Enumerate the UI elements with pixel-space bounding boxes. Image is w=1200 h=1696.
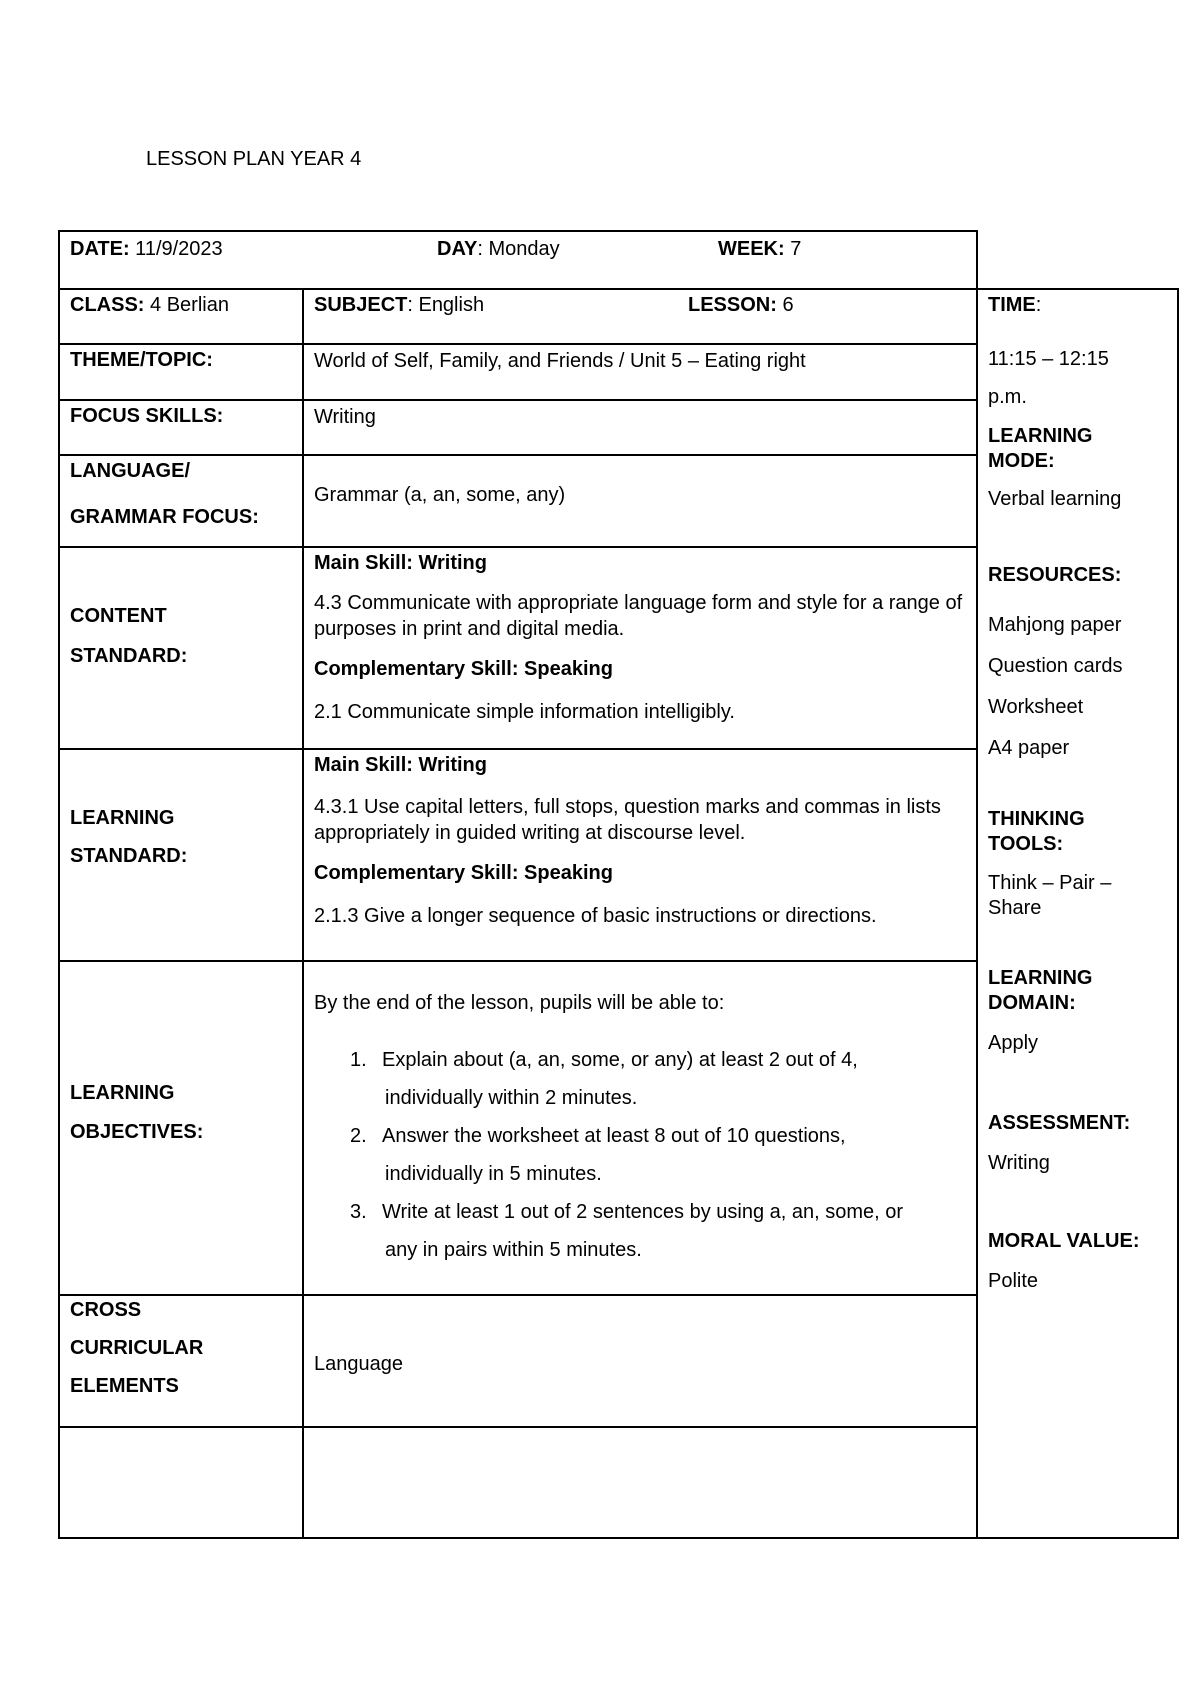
learning-standard-body <box>314 752 964 929</box>
learning-comp-text: 2.1.3 Give a longer sequence of basic instructions or directions. <box>314 905 877 927</box>
cross-label-3: ELEMENTS <box>70 1375 179 1397</box>
content-main-heading: Main Skill: Writing <box>314 552 487 574</box>
week-field: WEEK: 7 <box>718 238 802 260</box>
objectives-list <box>314 1041 974 1269</box>
content-main-text: 4.3 Communicate with appropriate language form and style for a range of purposes in print and digital media. <box>314 592 963 640</box>
list-item: 2. Answer the worksheet at least 8 out of 10 questions, individually in 5 minutes. <box>350 1125 846 1185</box>
resource-item: Worksheet <box>988 696 1084 718</box>
moral-value-label: MORAL VALUE: <box>988 1230 1140 1252</box>
grammar-label-2: GRAMMAR FOCUS: <box>70 506 259 528</box>
page-title: LESSON PLAN YEAR 4 <box>146 148 362 170</box>
content-standard-label-2: STANDARD: <box>70 645 188 667</box>
resource-item: Mahjong paper <box>988 614 1122 636</box>
thinking-tools-label: THINKING TOOLS: <box>988 808 1085 855</box>
focus-skills-value: Writing <box>314 406 376 428</box>
side-panel <box>988 292 1168 1294</box>
grammar-label-1: LANGUAGE/ <box>70 460 190 482</box>
lesson-field: LESSON: 6 <box>688 294 794 316</box>
content-standard-body <box>314 550 964 725</box>
cross-label-1: CROSS <box>70 1299 142 1321</box>
learning-domain-value: Apply <box>988 1032 1039 1054</box>
day-field: DAY: Monday <box>437 238 560 260</box>
resources-label: RESOURCES: <box>988 564 1122 586</box>
cross-value: Language <box>314 1353 403 1375</box>
learning-standard-label-2: STANDARD: <box>70 845 188 867</box>
objectives-intro: By the end of the lesson, pupils will be able to: <box>314 992 725 1014</box>
time-value-1: 11:15 – 12:15 <box>988 348 1109 370</box>
assessment-value: Writing <box>988 1152 1050 1174</box>
focus-skills-label: FOCUS SKILLS: <box>70 405 224 427</box>
content-comp-text: 2.1 Communicate simple information intelligibly. <box>314 701 735 723</box>
objectives-label-1: LEARNING <box>70 1082 175 1104</box>
learning-main-heading: Main Skill: Writing <box>314 754 487 776</box>
learning-mode-value: Verbal learning <box>988 488 1122 510</box>
thinking-tools-value: Think – Pair – Share <box>988 872 1112 919</box>
assessment-label: ASSESSMENT: <box>988 1112 1131 1134</box>
objectives-label-2: OBJECTIVES: <box>70 1121 204 1143</box>
learning-standard-label-1: LEARNING <box>70 807 175 829</box>
learning-mode-label: LEARNING MODE: <box>988 425 1093 472</box>
learning-comp-heading: Complementary Skill: Speaking <box>314 862 613 884</box>
time-field: TIME: <box>988 294 1042 316</box>
learning-main-text: 4.3.1 Use capital letters, full stops, question marks and commas in lists appropriately in guided writing at discourse level. <box>314 796 941 844</box>
resource-item: Question cards <box>988 655 1123 677</box>
content-comp-heading: Complementary Skill: Speaking <box>314 658 613 680</box>
theme-value: World of Self, Family, and Friends / Unit 5 – Eating right <box>314 350 806 372</box>
learning-domain-label: LEARNING DOMAIN: <box>988 967 1093 1014</box>
list-item: 3. Write at least 1 out of 2 sentences by using a, an, some, or any in pairs within 5 minutes. <box>350 1201 904 1261</box>
list-item: 1. Explain about (a, an, some, or any) at least 2 out of 4, individually within 2 minutes. <box>350 1049 858 1109</box>
date-field: DATE: 11/9/2023 <box>70 238 223 260</box>
class-field: CLASS: 4 Berlian <box>70 294 229 316</box>
subject-field: SUBJECT: English <box>314 294 485 316</box>
content-standard-label-1: CONTENT <box>70 605 167 627</box>
grammar-value: Grammar (a, an, some, any) <box>314 484 566 506</box>
moral-value: Polite <box>988 1270 1039 1292</box>
time-value-2: p.m. <box>988 386 1027 408</box>
theme-label: THEME/TOPIC: <box>70 349 213 371</box>
cross-label-2: CURRICULAR <box>70 1337 204 1359</box>
resource-item: A4 paper <box>988 737 1070 759</box>
